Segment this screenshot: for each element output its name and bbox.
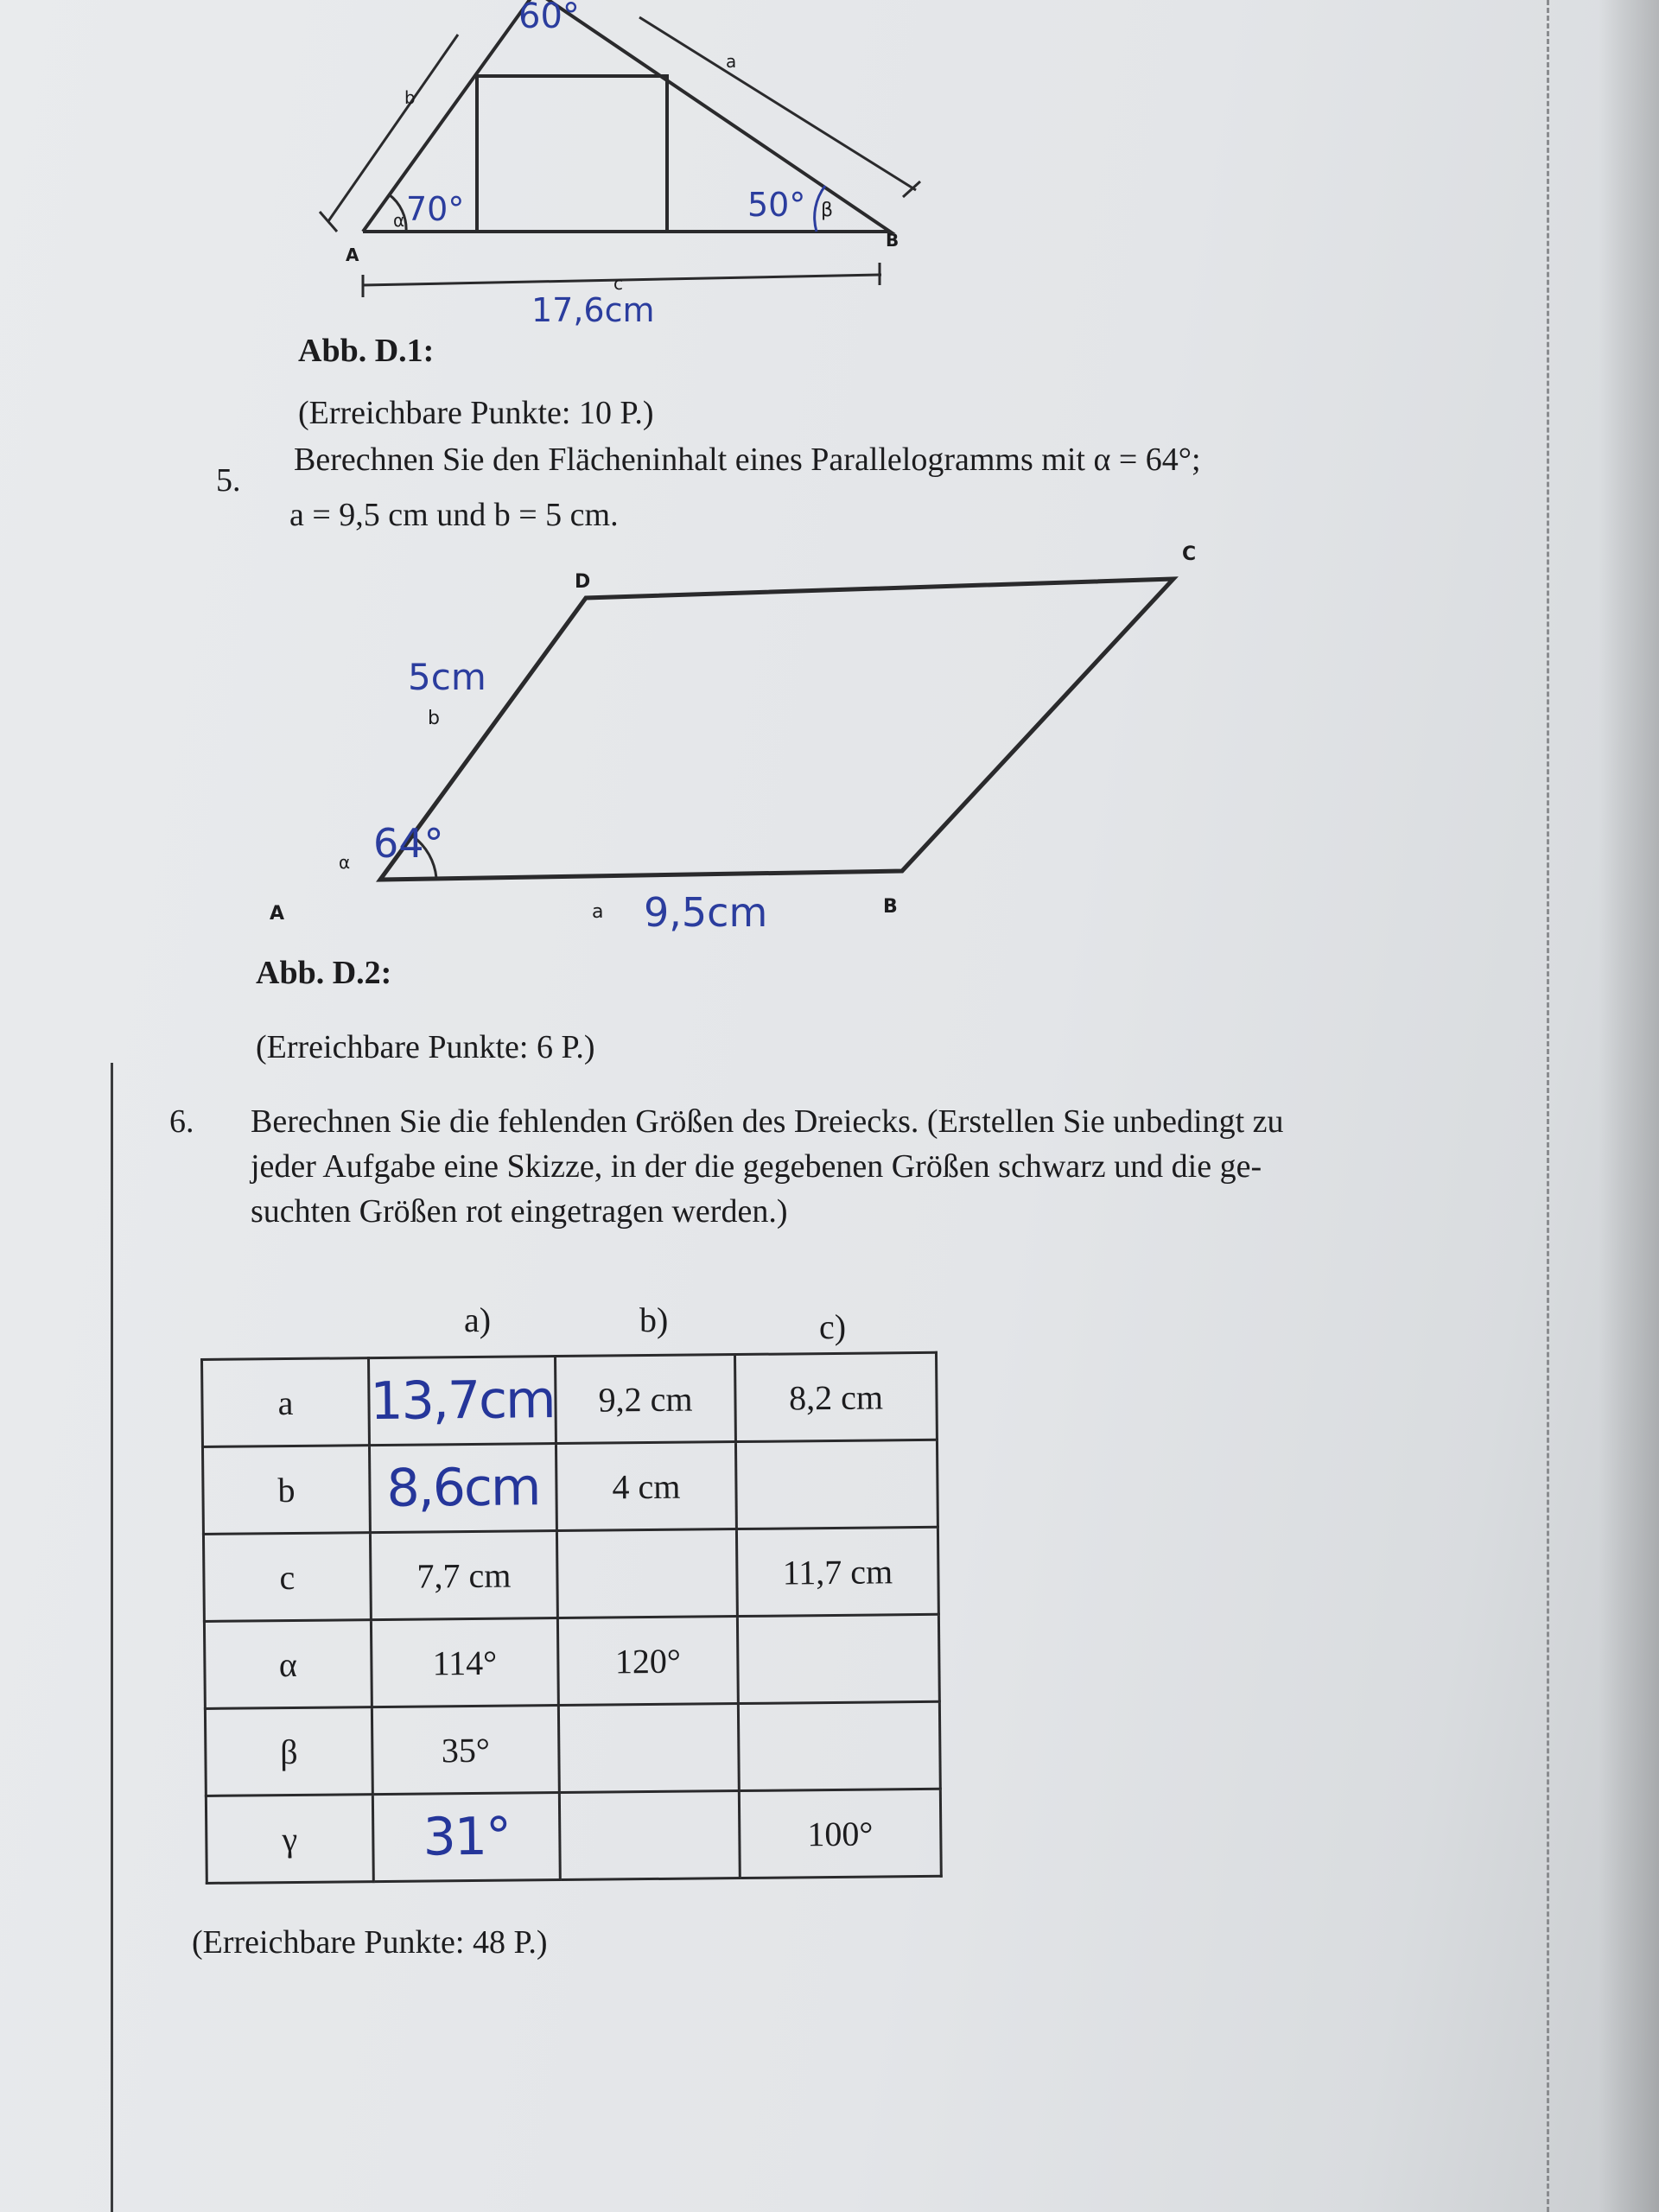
triangle-data-table <box>200 1351 943 1885</box>
table-row <box>204 1614 939 1708</box>
side-c-label: c <box>613 273 623 294</box>
task6-number: 6. <box>169 1103 194 1140</box>
figure2-caption: Abb. D.2: <box>256 955 392 991</box>
cell-value: 11,7 cm <box>782 1551 893 1592</box>
cell-value: b <box>277 1470 296 1510</box>
column-b-cell <box>558 1704 739 1793</box>
table-row <box>202 1352 938 1446</box>
column-head-c: c) <box>819 1307 847 1346</box>
inscribed-rectangle <box>477 76 667 232</box>
vertex-c-label: C <box>1182 543 1197 565</box>
cell-value: α <box>278 1644 298 1684</box>
row-label-cell <box>204 1620 372 1709</box>
table-row <box>202 1440 938 1534</box>
cell-value: γ <box>282 1819 298 1859</box>
alpha-symbol: α <box>393 210 405 231</box>
fold-dashed-line <box>1547 0 1549 2212</box>
column-c-cell <box>736 1527 938 1616</box>
column-head-a: a) <box>464 1300 492 1339</box>
margin-line <box>111 1063 113 2212</box>
task6-text <box>251 1099 1529 1234</box>
parallelogram-figure <box>259 536 1210 950</box>
handwritten-answer: 8,6cm <box>386 1457 540 1519</box>
table-row <box>203 1527 938 1621</box>
task6-text-line1: Berechnen Sie die fehlenden Größen des Dreiecks. (Erstellen Sie unbedingt zu <box>251 1103 1284 1140</box>
row-label-cell <box>206 1795 373 1884</box>
cell-value: 8,2 cm <box>788 1376 884 1417</box>
b-value-label: 5cm <box>408 656 486 698</box>
figure2-points: (Erreichbare Punkte: 6 P.) <box>256 1029 595 1065</box>
cell-value: 9,2 cm <box>598 1379 693 1420</box>
column-a-cell <box>369 1444 556 1533</box>
vertex-b-label: B <box>883 896 898 918</box>
cell-value: 100° <box>807 1814 874 1853</box>
top-angle-label: 60° <box>518 0 580 36</box>
handwritten-answer: 31° <box>423 1806 511 1868</box>
alpha-value-label: 70° <box>406 190 465 228</box>
column-head-b: b) <box>639 1300 669 1339</box>
table-row <box>206 1789 941 1883</box>
page-edge-shadow <box>1599 0 1659 2212</box>
a-value-label: 9,5cm <box>644 889 768 936</box>
column-b-cell <box>556 1355 736 1444</box>
cell-value: 120° <box>614 1641 682 1681</box>
handwritten-answer: 13,7cm <box>370 1370 555 1433</box>
beta-value-label: 50° <box>747 186 806 224</box>
side-a-label: a <box>726 51 737 72</box>
task5-text-line1: Berechnen Sie den Flächeninhalt eines Parallelogramms mit α = 64°; <box>294 442 1201 478</box>
task5-text-line2: a = 9,5 cm und b = 5 cm. <box>289 497 619 533</box>
figure1-caption: Abb. D.1: <box>298 333 435 369</box>
cell-value: 35° <box>441 1730 491 1770</box>
column-c-cell <box>737 1614 939 1703</box>
beta-symbol: β <box>821 200 834 221</box>
cell-value: β <box>279 1732 298 1771</box>
table-row <box>205 1701 940 1796</box>
column-c-cell <box>735 1440 938 1529</box>
alpha-value-label: 64° <box>373 820 444 867</box>
cell-value: 114° <box>432 1643 498 1682</box>
column-a-cell <box>369 1357 556 1446</box>
task6-text-line2: jeder Aufgabe eine Skizze, in der die gegebenen Größen schwarz und die ge- <box>251 1148 1262 1185</box>
task6-points: (Erreichbare Punkte: 48 P.) <box>192 1924 548 1961</box>
vertex-d-label: D <box>575 571 591 593</box>
parallelogram-outline <box>380 579 1173 880</box>
alpha-symbol: α <box>339 852 351 873</box>
side-a-label: a <box>592 901 604 923</box>
column-b-cell <box>556 1529 737 1618</box>
column-c-cell <box>735 1352 938 1441</box>
row-label-cell <box>202 1446 370 1535</box>
column-a-cell <box>372 1706 559 1795</box>
cell-value: c <box>279 1557 296 1597</box>
vertex-a-label: A <box>270 903 285 925</box>
task6-text-line3: suchten Größen rot eingetragen werden.) <box>251 1193 788 1230</box>
dimension-line-a <box>639 17 916 190</box>
column-b-cell <box>559 1791 740 1880</box>
cell-value: 4 cm <box>612 1466 681 1506</box>
column-c-cell <box>738 1701 940 1790</box>
cell-value: 7,7 cm <box>416 1555 512 1596</box>
row-label-cell <box>205 1707 372 1796</box>
vertex-b-label: B <box>886 230 899 251</box>
figure1-points: (Erreichbare Punkte: 10 P.) <box>298 395 654 431</box>
column-a-cell <box>370 1531 557 1620</box>
row-label-cell <box>202 1358 370 1447</box>
c-value-label: 17,6cm <box>531 291 655 328</box>
side-b-label: b <box>428 708 440 729</box>
triangle-figure <box>294 0 950 328</box>
task5-number: 5. <box>216 462 241 499</box>
column-a-cell <box>372 1793 560 1882</box>
row-label-cell <box>203 1533 371 1622</box>
column-c-cell <box>739 1789 941 1878</box>
column-b-cell <box>557 1617 738 1706</box>
vertex-a-label: A <box>346 245 359 265</box>
side-b-label: b <box>404 87 416 108</box>
cell-value: a <box>277 1382 294 1422</box>
column-b-cell <box>556 1442 736 1531</box>
column-a-cell <box>371 1618 558 1707</box>
